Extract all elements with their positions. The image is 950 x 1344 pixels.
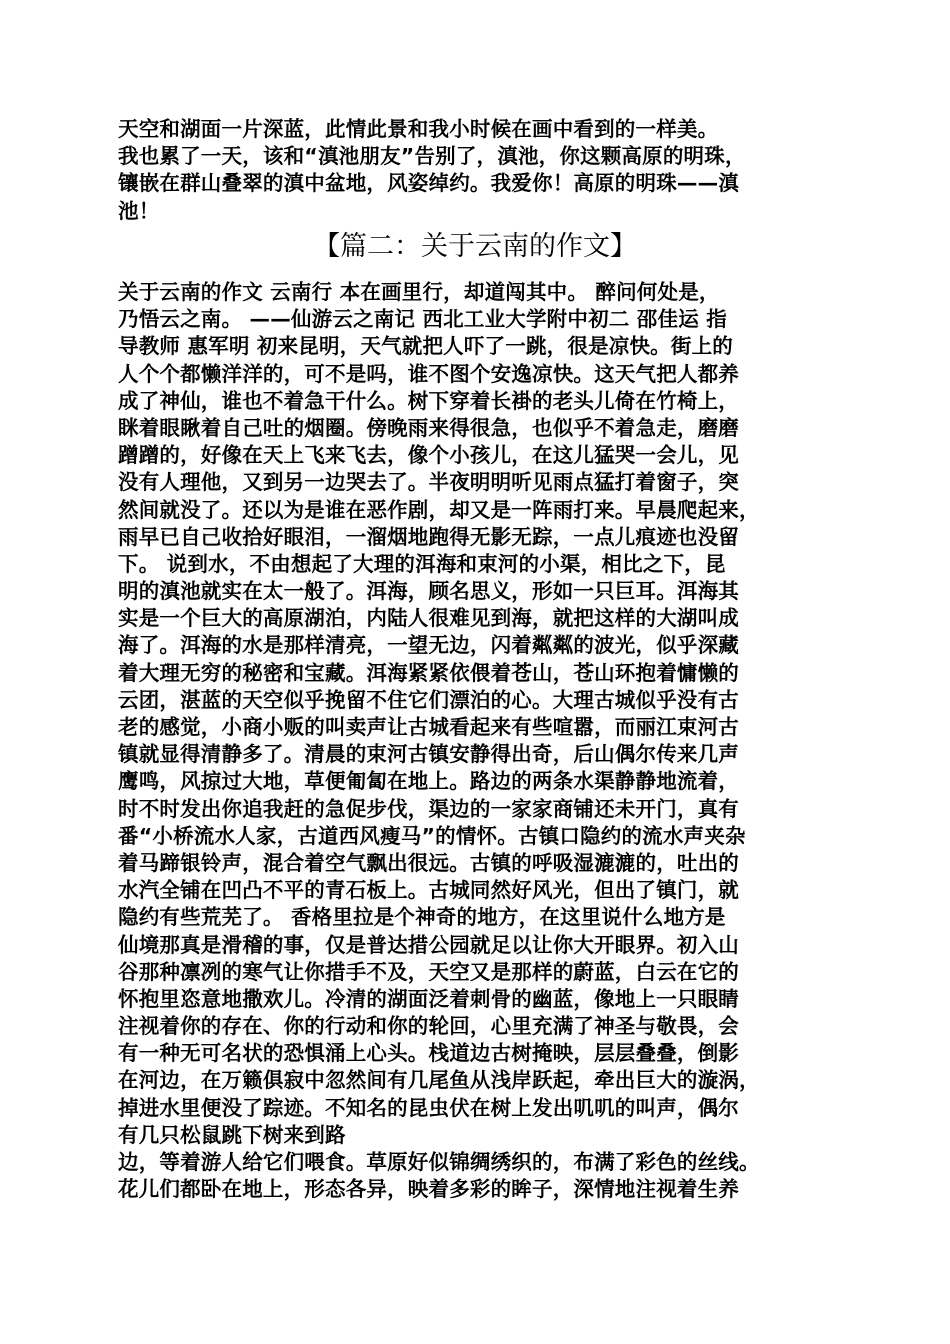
text-line: 云团，湛蓝的天空似乎挽留不住它们漂泊的心。大理古城似乎没有古 <box>118 687 739 712</box>
section-heading: 【篇二：关于云南的作文】 <box>313 231 637 262</box>
text-line: 谷那种凛冽的寒气让你措手不及，天空又是那样的蔚蓝，白云在它的 <box>118 959 739 984</box>
text-line: 老的感觉，小商小贩的叫卖声让古城看起来有些喧嚣，而丽江束河古 <box>118 715 739 739</box>
text-line: 镇就显得清静多了。清晨的束河古镇安静得出奇，后山偶尔传来几声 <box>118 742 739 767</box>
text-line: 掉进水里便没了踪迹。不知名的昆虫伏在树上发出叽叽的叫声，偶尔 <box>118 1095 739 1120</box>
text-line: 有一种无可名状的恐惧涌上心头。栈道边古树掩映，层层叠叠，倒影 <box>118 1041 739 1066</box>
text-line: 着马蹄银铃声，混合着空气飘出很远。古镇的呼吸湿漉漉的，吐出的 <box>118 850 739 875</box>
text-line: 然间就没了。还以为是谁在恶作剧，却又是一阵雨打来。早晨爬起来， <box>118 497 760 522</box>
text-line: 导教师 惠军明 初来昆明，天气就把人吓了一跳，很是凉快。街上的 <box>118 334 733 359</box>
text-line: 时不时发出你追我赶的急促步伐，渠边的一家家商铺还未开门，真有 <box>118 796 739 821</box>
text-line: 镶嵌在群山叠翠的滇中盆地，风姿绰约。我爱你！高原的明珠——滇 <box>118 171 739 196</box>
text-line: 有几只松鼠跳下树来到路 <box>118 1122 346 1147</box>
text-line: 注视着你的存在、你的行动和你的轮回，心里充满了神圣与敬畏，会 <box>118 1014 739 1039</box>
text-line: 雨早已自己收拾好眼泪，一溜烟地跑得无影无踪，一点儿痕迹也没留 <box>118 524 739 549</box>
text-line: 下。 说到水，不由想起了大理的洱海和束河的小渠，相比之下，昆 <box>118 551 726 576</box>
text-line: 在河边，在万籁俱寂中忽然间有几尾鱼从浅岸跃起，牵出巨大的漩涡， <box>118 1068 760 1093</box>
text-line: 海了。洱海的水是那样清亮，一望无边，闪着粼粼的波光，似乎深藏 <box>118 633 739 658</box>
text-line: 边，等着游人给它们喂食。草原好似锦绸绣织的，布满了彩色的丝线。 <box>118 1150 760 1174</box>
text-line: 实是一个巨大的高原湖泊，内陆人很难见到海，就把这样的大湖叫成 <box>118 606 739 631</box>
text-line: 仙境那真是滑稽的事，仅是普达措公园就足以让你大开眼界。初入山 <box>118 932 739 957</box>
text-line: 天空和湖面一片深蓝，此情此景和我小时候在画中看到的一样美。 <box>118 117 719 141</box>
text-line: 关于云南的作文 云南行 本在画里行，却道闯其中。 醉问何处是， <box>118 280 720 304</box>
text-line: 成了神仙，谁也不着急干什么。树下穿着长褂的老头儿倚在竹椅上， <box>118 388 739 413</box>
text-line: 怀抱里恣意地撒欢儿。冷清的湖面泛着刺骨的幽蓝，像地上一只眼睛 <box>118 986 739 1011</box>
intro-paragraph <box>118 116 838 225</box>
text-line: 水汽全铺在凹凸不平的青石板上。古城同然好风光，但出了镇门，就 <box>118 878 739 903</box>
text-line: 池！ <box>118 198 160 223</box>
text-line: 我也累了一天，该和“滇池朋友”告别了，滇池，你这颗高原的明珠， <box>118 144 746 169</box>
essay-body <box>118 279 838 1203</box>
text-line: 明的滇池就实在太一般了。洱海，顾名思义，形如一只巨耳。洱海其 <box>118 579 739 604</box>
text-line: 鹰鸣，风掠过大地，草便匍匐在地上。路边的两条水渠静静地流着， <box>118 769 739 794</box>
text-line: 隐约有些荒芜了。 香格里拉是个神奇的地方，在这里说什么地方是 <box>118 905 726 930</box>
text-line: 番“小桥流水人家，古道西风瘦马”的情怀。古镇口隐约的流水声夹杂 <box>118 823 746 848</box>
text-line: 没有人理他，又到另一边哭去了。半夜明明听见雨点猛打着窗子，突 <box>118 470 739 495</box>
text-line: 人个个都懒洋洋的，可不是吗，谁不图个安逸凉快。这天气把人都养 <box>118 361 739 386</box>
text-line: 乃悟云之南。 ——仙游云之南记 西北工业大学附中初二 邵佳运 指 <box>118 307 727 332</box>
text-line: 蹭蹭的，好像在天上飞来飞去，像个小孩儿，在这儿猛哭一会儿，见 <box>118 443 739 468</box>
text-line: 眯着眼瞅着自己吐的烟圈。傍晚雨来得很急，也似乎不着急走，磨磨 <box>118 415 739 440</box>
text-line: 着大理无穷的秘密和宝藏。洱海紧紧依偎着苍山，苍山环抱着慵懒的 <box>118 660 739 685</box>
text-line: 花儿们都卧在地上，形态各异，映着多彩的眸子，深情地注视着生养 <box>118 1177 739 1202</box>
